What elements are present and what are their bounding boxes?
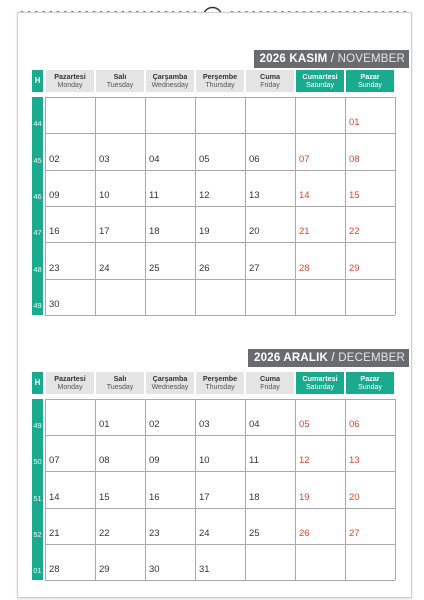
month-title-en: NOVEMBER: [337, 53, 405, 65]
weekday-name-tr: Çarşamba: [152, 374, 188, 383]
day-cell[interactable]: 29: [349, 262, 360, 274]
grid-line-v: [395, 399, 396, 580]
day-cell[interactable]: 19: [299, 491, 310, 503]
weekday-name-en: Monday: [57, 82, 83, 89]
weekday-header: [196, 372, 244, 394]
day-cell[interactable]: 11: [149, 189, 159, 201]
day-cell[interactable]: 18: [249, 491, 260, 503]
weekday-name-en: Thursday: [205, 384, 235, 391]
weekday-name-tr: Cumartesi: [302, 374, 338, 383]
week-number-strip: [32, 97, 43, 315]
day-cell[interactable]: 11: [249, 455, 259, 467]
grid-line-h: [45, 508, 395, 509]
weekday-name-tr: Çarşamba: [152, 72, 188, 81]
day-cell[interactable]: 02: [149, 419, 160, 431]
day-cell[interactable]: 14: [49, 491, 60, 503]
grid-line-h: [45, 580, 395, 581]
day-cell[interactable]: 19: [199, 226, 210, 238]
week-number: 50: [33, 457, 42, 467]
day-cell[interactable]: 13: [349, 455, 360, 467]
weekday-name-tr: Cuma: [260, 72, 280, 81]
day-cell[interactable]: 30: [149, 564, 160, 575]
month-title: [248, 349, 409, 367]
day-cell[interactable]: 10: [199, 455, 210, 467]
day-cell[interactable]: 01: [349, 117, 360, 129]
grid-line-v: [195, 97, 196, 315]
weekday-name-tr: Pazartesi: [54, 72, 86, 81]
week-number: 46: [33, 191, 42, 201]
day-cell[interactable]: 05: [199, 153, 210, 165]
week-number: 52: [33, 529, 42, 539]
day-cell[interactable]: 28: [299, 262, 310, 274]
grid-line-v: [195, 399, 196, 580]
month-title-tr: 2026 ARALIK: [254, 352, 329, 364]
day-cell[interactable]: 10: [99, 189, 110, 201]
weekday-header: [296, 70, 344, 92]
weekday-header: [246, 372, 294, 394]
weekday-name-en: Tuesday: [106, 384, 134, 391]
grid-line-v: [345, 399, 346, 580]
week-number: 47: [33, 228, 42, 238]
grid-line-h: [45, 133, 395, 134]
day-cell[interactable]: 22: [349, 226, 360, 238]
day-cell[interactable]: 31: [199, 564, 210, 575]
day-cell[interactable]: 20: [249, 226, 260, 238]
day-cell[interactable]: 09: [149, 455, 160, 467]
weekday-name-tr: Pazar: [360, 72, 380, 81]
weekday-name-tr: Cumartesi: [302, 72, 338, 81]
day-cell[interactable]: 27: [249, 262, 260, 274]
day-cell[interactable]: 08: [99, 455, 110, 467]
grid-line-h: [45, 399, 395, 400]
day-cell[interactable]: 09: [49, 189, 60, 201]
weekday-header-row: [18, 372, 411, 394]
day-cell[interactable]: 16: [49, 226, 60, 238]
day-cell[interactable]: 15: [349, 189, 360, 201]
weekday-name-en: Sunday: [358, 384, 382, 391]
weekday-header: [296, 372, 344, 394]
day-cell[interactable]: 16: [149, 491, 160, 503]
day-cell[interactable]: 04: [249, 419, 260, 431]
weekday-header-row: [18, 70, 411, 92]
week-number: 51: [33, 493, 42, 503]
weekday-header: [96, 372, 144, 394]
weekday-name-tr: Perşembe: [202, 374, 238, 383]
weekday-header: [46, 70, 94, 92]
day-cell[interactable]: 21: [299, 226, 310, 238]
month-title-en: DECEMBER: [338, 352, 405, 364]
week-number-strip: [32, 399, 43, 580]
grid-line-h: [45, 544, 395, 545]
grid-line-v: [295, 97, 296, 315]
grid-line-v: [245, 399, 246, 580]
weekday-name-en: Sunday: [358, 82, 382, 89]
day-cell[interactable]: 02: [49, 153, 60, 165]
day-cell[interactable]: 18: [149, 226, 160, 238]
day-cell[interactable]: 23: [149, 527, 160, 539]
week-number: 48: [33, 264, 42, 274]
grid-line-h: [45, 97, 395, 98]
week-number-header: H: [32, 70, 43, 92]
weekday-header: [146, 372, 194, 394]
day-cell[interactable]: 17: [199, 491, 210, 503]
week-number-header: H: [32, 372, 43, 394]
weekday-name-en: Wednesday: [151, 384, 189, 391]
day-cell[interactable]: 04: [149, 153, 160, 165]
month-title-sep: /: [328, 352, 339, 364]
weekday-header: [146, 70, 194, 92]
grid-line-h: [45, 242, 395, 243]
weekday-name-en: Friday: [260, 384, 280, 391]
weekday-name-en: Saturday: [305, 82, 335, 89]
weekday-name-en: Thursday: [205, 82, 235, 89]
weekday-header: [346, 372, 394, 394]
grid-line-v: [95, 399, 96, 580]
day-cell[interactable]: 03: [199, 419, 210, 431]
day-cell[interactable]: 13: [249, 189, 260, 201]
day-cell[interactable]: 24: [199, 527, 210, 539]
week-number: 45: [33, 155, 42, 165]
weekday-name-tr: Salı: [113, 72, 127, 81]
day-cell[interactable]: 23: [49, 262, 60, 274]
day-cell[interactable]: 25: [249, 527, 260, 539]
weekday-name-en: Tuesday: [106, 82, 134, 89]
calendar-sheet: [17, 12, 412, 598]
grid-line-v: [345, 97, 346, 315]
weekday-name-tr: Salı: [113, 374, 127, 383]
day-cell[interactable]: 05: [299, 419, 310, 431]
day-cell[interactable]: 27: [349, 527, 360, 539]
weekday-header: [46, 372, 94, 394]
day-cell[interactable]: 12: [199, 189, 210, 201]
month-title: [254, 50, 409, 68]
weekday-name-en: Saturday: [305, 384, 335, 391]
weekday-name-en: Wednesday: [151, 82, 189, 89]
week-number: 49: [33, 421, 42, 431]
day-cell[interactable]: 03: [99, 153, 110, 165]
week-number: 49: [33, 300, 42, 310]
week-number: 01: [33, 566, 42, 575]
grid-line-v: [245, 97, 246, 315]
day-cell[interactable]: 22: [99, 527, 110, 539]
weekday-header: [346, 70, 394, 92]
day-cell[interactable]: 17: [99, 226, 110, 238]
day-cell[interactable]: 15: [99, 491, 110, 503]
grid-line-h: [45, 206, 395, 207]
weekday-name-en: Monday: [57, 384, 83, 391]
weekday-name-tr: Cuma: [260, 374, 280, 383]
day-cell[interactable]: 07: [299, 153, 310, 165]
weekday-name-tr: Perşembe: [202, 72, 238, 81]
month-title-sep: /: [327, 53, 338, 65]
day-cell[interactable]: 25: [149, 262, 160, 274]
grid-line-v: [145, 399, 146, 580]
day-cell[interactable]: 01: [99, 419, 110, 431]
weekday-header: [196, 70, 244, 92]
weekday-header: [246, 70, 294, 92]
day-cell[interactable]: 08: [349, 153, 360, 165]
day-cell[interactable]: 28: [49, 564, 60, 575]
day-cell[interactable]: 30: [49, 298, 60, 310]
grid-line-h: [45, 435, 395, 436]
weekday-header: [96, 70, 144, 92]
grid-line-v: [45, 399, 46, 580]
day-cell[interactable]: 29: [99, 564, 110, 575]
grid-line-v: [145, 97, 146, 315]
day-cell[interactable]: 06: [249, 153, 260, 165]
weekday-name-tr: Pazartesi: [54, 374, 86, 383]
day-cell[interactable]: 21: [49, 527, 60, 539]
day-cell[interactable]: 20: [349, 491, 360, 503]
week-number: 44: [33, 119, 42, 129]
grid-line-h: [45, 315, 395, 316]
grid-line-h: [45, 279, 395, 280]
day-cell[interactable]: 07: [49, 455, 60, 467]
weekday-name-en: Friday: [260, 82, 280, 89]
grid-line-h: [45, 170, 395, 171]
grid-line-v: [295, 399, 296, 580]
month-title-tr: 2026 KASIM: [259, 53, 328, 65]
grid-line-v: [95, 97, 96, 315]
day-cell[interactable]: 26: [199, 262, 210, 274]
grid-line-h: [45, 471, 395, 472]
grid-line-v: [45, 97, 46, 315]
day-cell[interactable]: 26: [299, 527, 310, 539]
day-cell[interactable]: 06: [349, 419, 360, 431]
grid-line-v: [395, 97, 396, 315]
day-cell[interactable]: 14: [299, 189, 310, 201]
day-cell[interactable]: 24: [99, 262, 110, 274]
day-cell[interactable]: 12: [299, 455, 310, 467]
weekday-name-tr: Pazar: [360, 374, 380, 383]
